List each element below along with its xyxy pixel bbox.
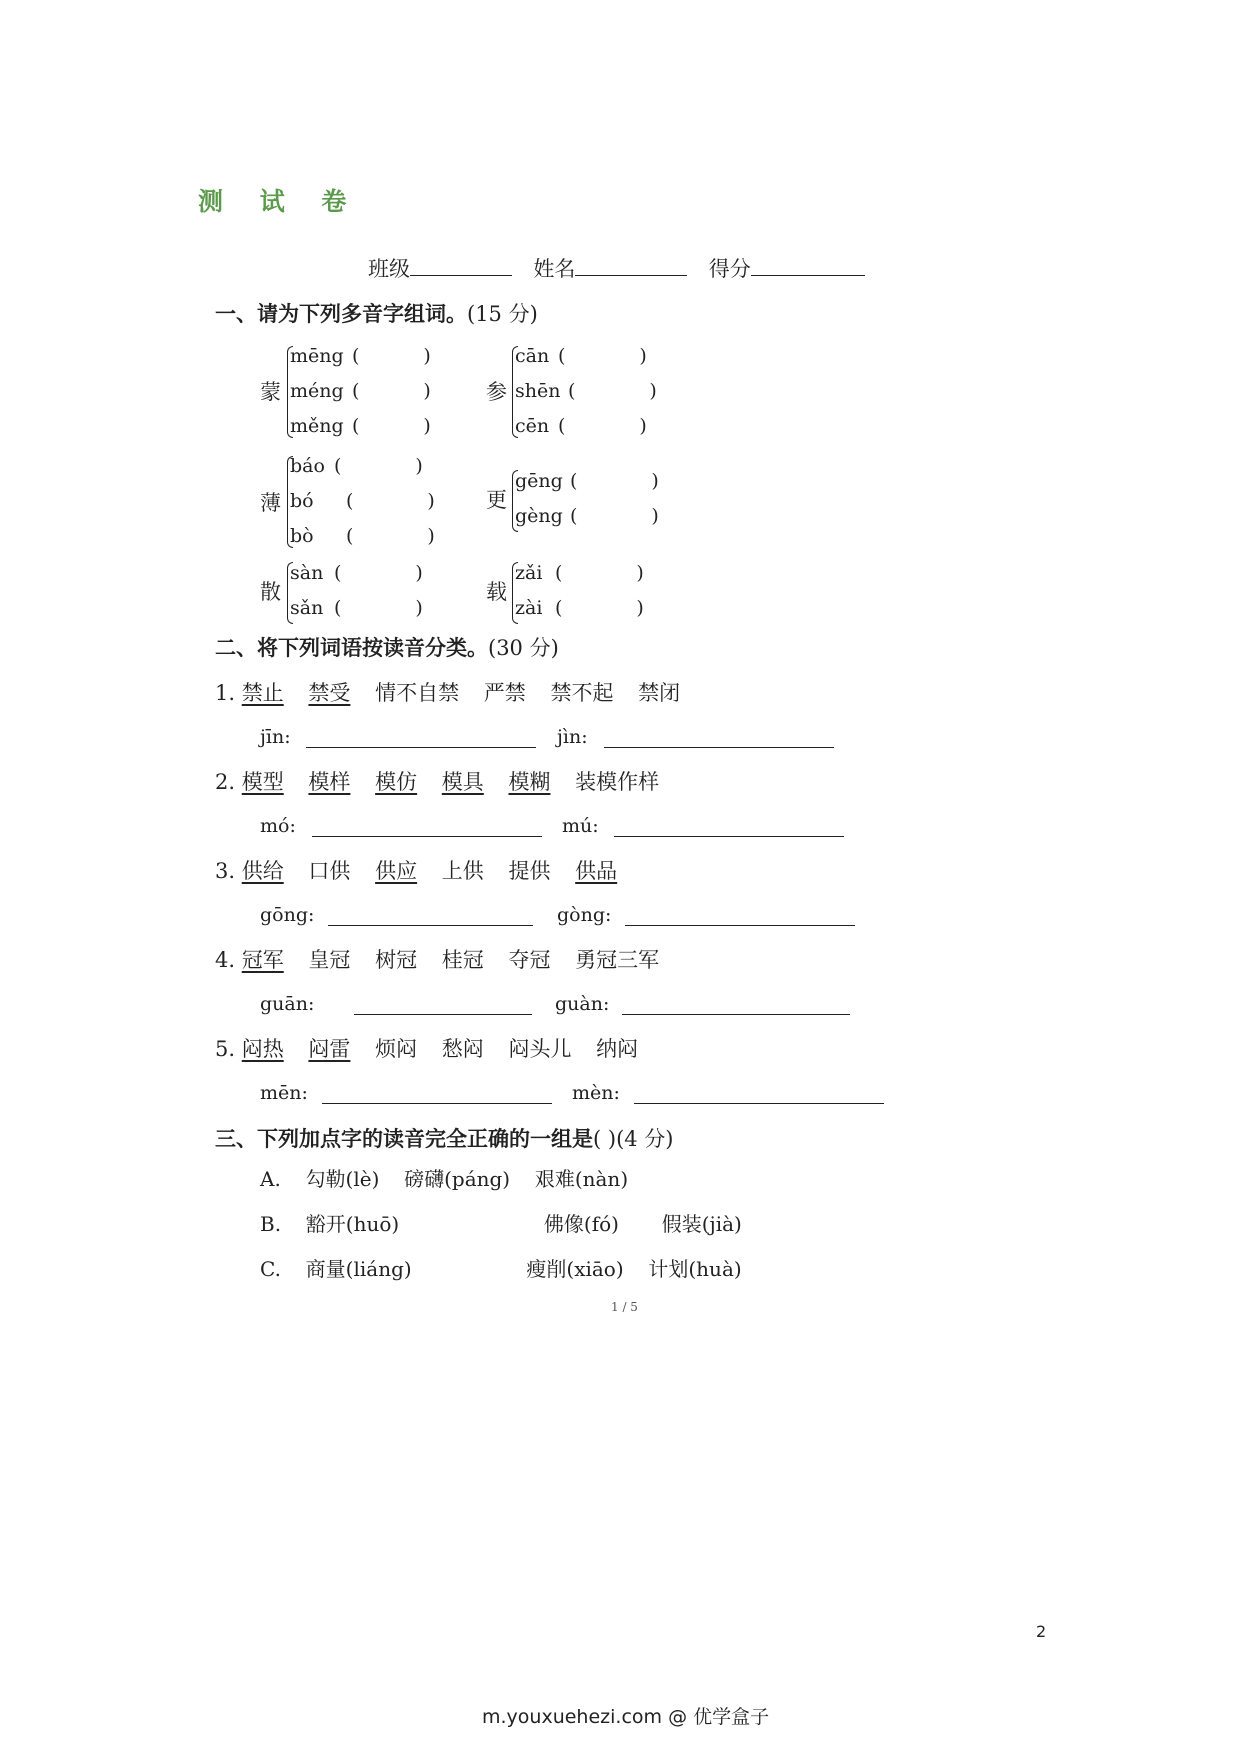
answer-line[interactable] [354, 1013, 532, 1015]
option-c[interactable]: C. 商量(liáng) 瘦削(xiāo) 计划(huà) [260, 1257, 742, 1281]
answer-line[interactable] [306, 746, 536, 748]
student-info-row [368, 253, 865, 283]
answer-line[interactable] [322, 1102, 552, 1104]
footer-watermark: m.youxuehezi.com @ 优学盒子 [482, 1706, 770, 1728]
classify-item-3: 3. 供给 口供 供应 上供 提供 供品 [215, 859, 618, 883]
corner-page-number: 2 [1036, 1622, 1047, 1641]
page-title: 测 试 卷 [198, 187, 361, 216]
score-blank[interactable] [751, 255, 865, 276]
answer-line[interactable] [625, 924, 855, 926]
section-3-heading: 三、下列加点字的读音完全正确的一组是( )(4 分) [215, 1127, 674, 1151]
name-label: 姓名 [533, 257, 576, 281]
class-blank[interactable] [410, 255, 512, 276]
section-2-heading: 二、将下列词语按读音分类。(30 分) [215, 636, 559, 660]
class-label: 班级 [368, 257, 410, 281]
classify-item-4: 4. 冠军 皇冠 树冠 桂冠 夺冠 勇冠三军 [215, 948, 660, 972]
name-blank[interactable] [575, 255, 687, 276]
option-b[interactable]: B. 豁开(huō) 佛像(fó) 假装(jià) [260, 1212, 742, 1236]
classify-item-5: 5. 闷热 闷雷 烦闷 愁闷 闷头儿 纳闷 [215, 1037, 639, 1061]
section-1-heading: 一、请为下列多音字组词。(15 分) [215, 302, 538, 326]
classify-item-2: 2. 模型 模样 模仿 模具 模糊 装模作样 [215, 770, 660, 794]
page-number: 1 / 5 [611, 1300, 638, 1314]
answer-line[interactable] [312, 835, 542, 837]
answer-line[interactable] [622, 1013, 850, 1015]
choice-blank[interactable]: ( ) [593, 1127, 617, 1151]
classify-item-1: 1. 禁止 禁受 情不自禁 严禁 禁不起 禁闭 [215, 681, 681, 705]
answer-line[interactable] [614, 835, 844, 837]
answer-line[interactable] [634, 1102, 884, 1104]
answer-line[interactable] [604, 746, 834, 748]
answer-line[interactable] [328, 924, 533, 926]
option-a[interactable]: A. 勾勒(lè) 磅礴(páng) 艰难(nàn) [260, 1167, 629, 1191]
score-label: 得分 [708, 257, 751, 281]
